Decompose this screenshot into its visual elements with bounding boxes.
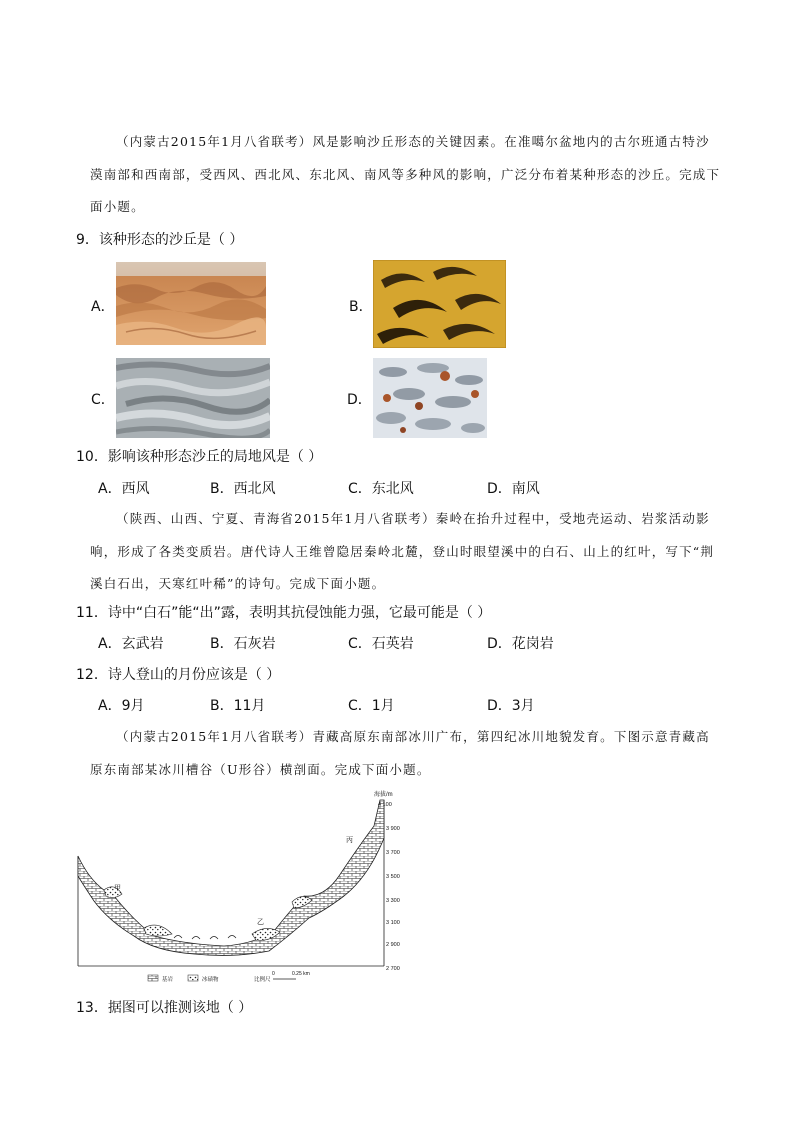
q9-option-b-image[interactable]: [373, 260, 506, 348]
passage-1: [90, 126, 722, 224]
q9-option-d-label: D．: [347, 392, 372, 408]
tick-3700: 3 700: [386, 850, 400, 856]
legend-bedrock: 基岩: [162, 977, 174, 983]
q9-option-d-image[interactable]: [373, 358, 487, 438]
q9-option-b-label: B．: [349, 299, 373, 315]
passage-2-line-3: 溪白石出，天寒红叶稀”的诗句。完成下面小题。: [90, 576, 386, 591]
q11-option-b[interactable]: B．石灰岩: [210, 636, 276, 652]
question-9-stem: 9．该种形态的沙丘是（ ）: [76, 232, 244, 248]
tick-2700: 2 700: [386, 966, 400, 972]
crescent-dunes-photo-icon: [373, 260, 506, 348]
question-11-stem: 11．诗中“白石”能“出”露，表明其抗侵蚀能力强，它最可能是（ ）: [76, 605, 492, 621]
label-bing: 丙: [346, 837, 353, 844]
q10-option-a[interactable]: A．西风: [98, 481, 150, 497]
passage-3: [90, 721, 722, 786]
passage-2-line-1: （陕西、山西、宁夏、青海省2015年1月八省联考）秦岭在抬升过程中，受地壳运动、岩浆活动影: [116, 511, 710, 526]
q12-option-c[interactable]: C．1月: [348, 698, 395, 714]
q9-option-a-label: A．: [91, 299, 115, 315]
passage-3-line-1: （内蒙古2015年1月八省联考）青藏高原东南部冰川广布，第四纪冰川地貌发育。下图示意青藏高: [116, 729, 710, 744]
q12-option-a[interactable]: A．9月: [98, 698, 145, 714]
q11-option-a[interactable]: A．玄武岩: [98, 636, 164, 652]
tick-2900: 2 900: [386, 942, 400, 948]
tick-3500: 3 500: [386, 874, 400, 880]
tick-3900: 3 900: [386, 826, 400, 832]
q9-option-c-image[interactable]: [116, 358, 270, 438]
question-10-stem: 10．影响该种形态沙丘的局地风是（ ）: [76, 449, 323, 465]
desert-dunes-photo-icon: [116, 262, 266, 345]
tick-3300: 3 300: [386, 898, 400, 904]
tick-4100: 4 100: [378, 802, 392, 808]
q10-option-b[interactable]: B．西北风: [210, 481, 276, 497]
passage-1-line-1: （内蒙古2015年1月八省联考）风是影响沙丘形态的关键因素。在准噶尔盆地内的古尔班通古特沙: [116, 134, 710, 149]
label-jia: 甲: [114, 885, 121, 892]
q10-option-d[interactable]: D．南风: [487, 481, 540, 497]
q12-option-d[interactable]: D．3月: [487, 698, 535, 714]
linear-dunes-photo-icon: [116, 358, 270, 438]
passage-2: [90, 503, 722, 601]
passage-1-line-2: 漠南部和西南部，受西风、西北风、东北风、南风等多种风的影响，广泛分布着某种形态的沙丘。完成下: [90, 166, 721, 182]
legend-bedrock-swatch: [148, 975, 158, 981]
glacial-valley-diagram: [74, 786, 404, 986]
legend-moraine-swatch: [188, 975, 198, 981]
q12-option-b[interactable]: B．11月: [210, 698, 266, 714]
legend-moraine: 冰碛物: [202, 977, 219, 983]
q9-option-c-label: C．: [91, 392, 115, 408]
glacial-valley-cross-section: [74, 786, 404, 986]
passage-2-line-2: 响，形成了各类变质岩。唐代诗人王维曾隐居秦岭北麓，登山时眼望溪中的白石、山上的红叶，写下“荆: [90, 543, 715, 559]
passage-1-line-3: 面小题。: [90, 199, 145, 214]
question-13-stem: 13．据图可以推测该地（ ）: [76, 1000, 253, 1016]
q9-option-a-image[interactable]: [116, 262, 266, 345]
q10-option-c[interactable]: C．东北风: [348, 481, 414, 497]
q11-option-d[interactable]: D．花岗岩: [487, 636, 554, 652]
star-dunes-photo-icon: [373, 358, 487, 438]
q11-option-c[interactable]: C．石英岩: [348, 636, 414, 652]
scale-zero: 0: [272, 971, 275, 977]
tick-3100: 3 100: [386, 920, 400, 926]
question-12-stem: 12．诗人登山的月份应该是（ ）: [76, 667, 281, 683]
axis-title: 海拔/m: [374, 792, 393, 798]
label-yi: 乙: [257, 919, 264, 926]
passage-3-line-2: 原东南部某冰川槽谷（U形谷）横剖面。完成下面小题。: [90, 761, 431, 777]
scale-value: 0.25 km: [292, 971, 310, 977]
scale-label: 比例尺: [254, 977, 271, 983]
